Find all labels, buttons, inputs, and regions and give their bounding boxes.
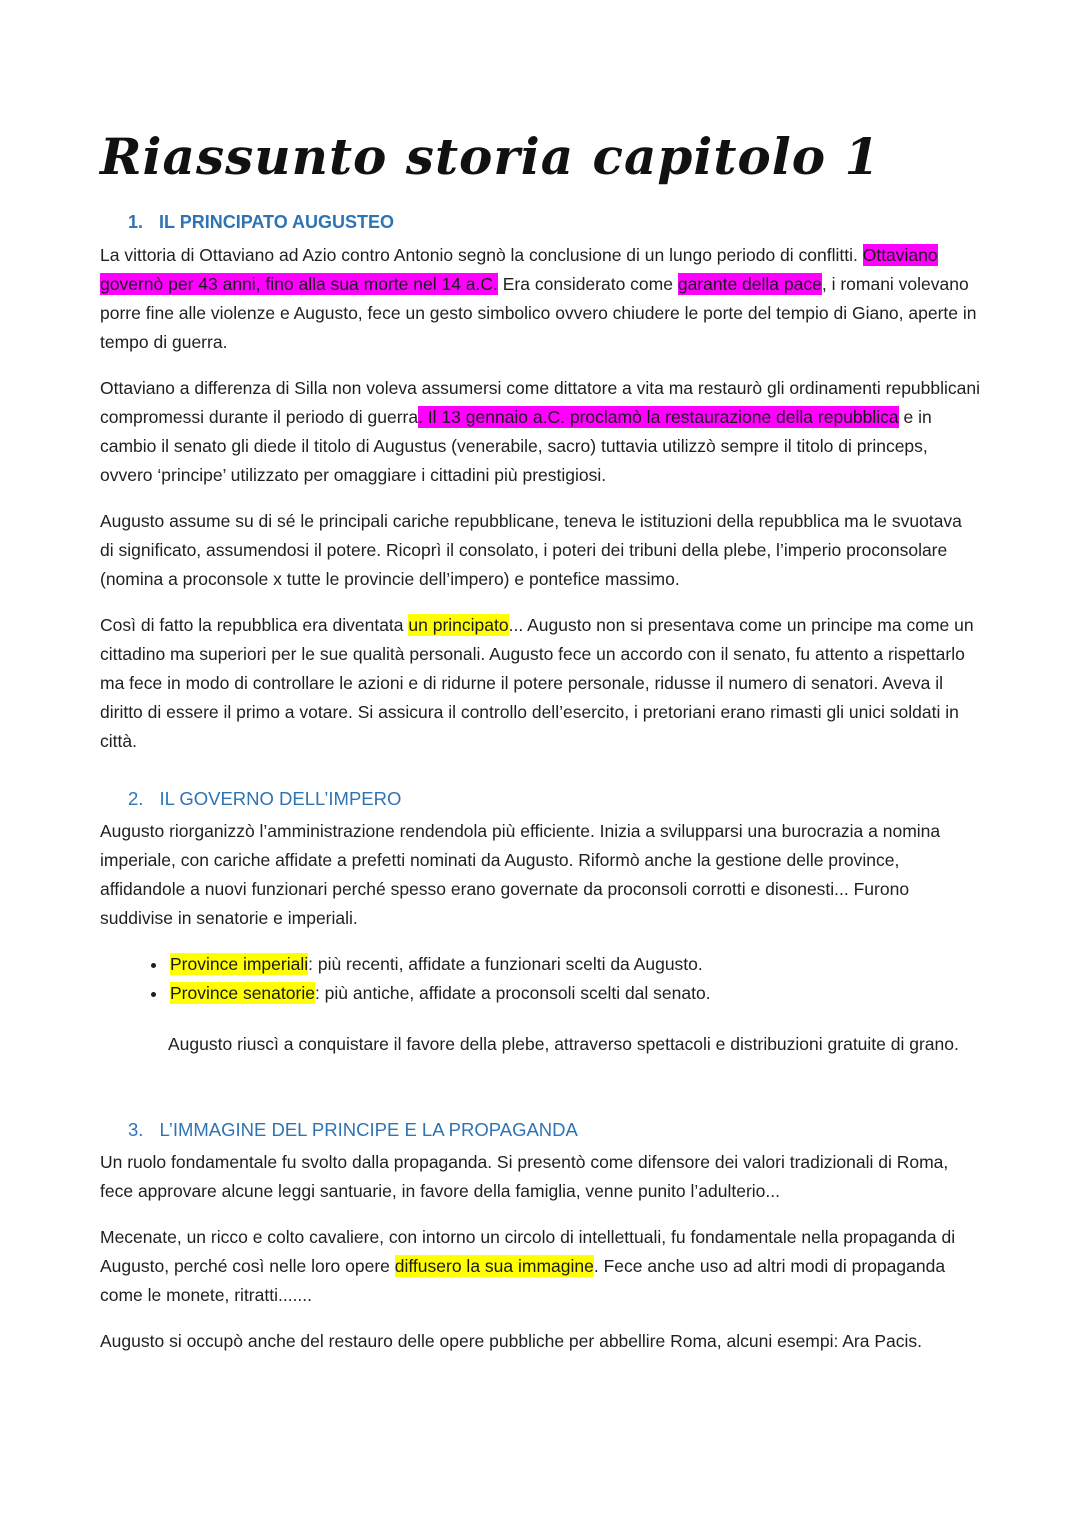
heading-number: 1.	[128, 211, 144, 232]
paragraph	[100, 1223, 980, 1310]
highlighted-text-magenta: garante della pace	[677, 273, 822, 294]
paragraph	[168, 1030, 980, 1059]
heading-text: IL PRINCIPATO AUGUSTEO	[159, 211, 395, 232]
heading-text: IL GOVERNO DELL’IMPERO	[159, 787, 402, 809]
highlighted-text-yellow: Province senatorie	[170, 982, 315, 1003]
text-segment: Augusto riuscì a conquistare il favore della plebe, attraverso spettacoli e distribuzioni gratuite di grano.	[168, 1033, 959, 1054]
text-segment: : più recenti, affidate a funzionari scelti da Augusto.	[308, 953, 703, 974]
section-2-heading	[100, 784, 980, 813]
highlighted-text-yellow: un principato	[408, 614, 509, 635]
section-1-heading	[100, 208, 980, 237]
text-segment: Augusto assume su di sé le principali cariche repubblicane, teneva le istituzioni della repubblica ma le svuotava di significato, assumendosi il potere. Ricoprì il consolato, i poteri dei tribuni della plebe, l’imperio proconsolare (nomina a proconsole x tutte le provincie dell’impero) e pontefice massimo.	[100, 510, 962, 589]
section-principato-augusteo	[100, 208, 980, 756]
section-3-heading	[100, 1115, 980, 1144]
highlighted-text-yellow: Province imperiali	[170, 953, 309, 974]
list-item	[168, 979, 980, 1008]
text-segment: e in cambio il senato gli diede il titolo di Augustus (venerabile, sacro) tuttavia utilizzò sempre il titolo di princeps, ovvero ‘principe’ utilizzato per omaggiare i cittadini più prestigiosi.	[100, 406, 932, 485]
text-segment: ... Augusto non si presentava come un principe ma come un cittadino ma superiori per le sue qualità personali. Augusto fece un accordo con il senato, fu attento a rispettarlo ma fece in modo di controllare le azioni e di ridurne il potere personale, ridusse il numero di senatori. Aveva il diritto di essere il primo a votare. Si assicura il controllo dell’esercito, i pretoriani erano rimasti gli unici soldati in città.	[100, 614, 974, 751]
paragraph	[100, 374, 980, 490]
text-segment: La vittoria di Ottaviano ad Azio contro Antonio segnò la conclusione di un lungo periodo di conflitti.	[100, 244, 863, 265]
text-segment: Mecenate, un ricco e colto cavaliere, con intorno un circolo di intellettuali, fu fondamentale nella propaganda di Augusto, perché così nelle loro opere	[100, 1226, 956, 1276]
text-segment: Ottaviano a differenza di Silla non voleva assumersi come dittatore a vita ma restaurò gli ordinamenti repubblicani compromessi durante il periodo di guerra	[100, 377, 980, 427]
text-segment: . Fece anche uso ad altri modi di propaganda come le monete, ritratti.......	[100, 1255, 946, 1305]
paragraph	[100, 241, 980, 357]
text-segment: : più antiche, affidate a proconsoli scelti dal senato.	[314, 982, 711, 1003]
text-segment: Un ruolo fondamentale fu svolto dalla propaganda. Si presentò come difensore dei valori tradizionali di Roma, fece approvare alcune leggi santuarie, in favore della famiglia, venne punito l’adulterio...	[100, 1151, 949, 1201]
section-governo-impero	[100, 784, 980, 1059]
text-segment: , i romani volevano porre fine alle violenze e Augusto, fece un gesto simbolico ovvero chiudere le porte del tempio di Giano, aperte in tempo di guerra.	[100, 273, 977, 352]
paragraph	[100, 611, 980, 756]
heading-number: 3.	[128, 1118, 144, 1140]
highlighted-text-magenta: Ottaviano governò per 43 anni, fino alla sua morte nel 14 a.C.	[100, 244, 938, 294]
heading-text: L’IMMAGINE DEL PRINCIPE E LA PROPAGANDA	[159, 1118, 578, 1140]
document-title: Riassunto storia capitolo 1	[100, 127, 881, 186]
paragraph	[100, 817, 980, 933]
highlighted-text-yellow: diffusero la sua immagine	[394, 1255, 594, 1276]
paragraph	[100, 1327, 980, 1356]
section-immagine-propaganda	[100, 1115, 980, 1356]
text-segment: Così di fatto la repubblica era diventata	[100, 614, 409, 635]
text-segment: Era considerato come	[497, 273, 678, 294]
text-segment: Augusto riorganizzò l’amministrazione rendendola più efficiente. Inizia a svilupparsi una burocrazia a nomina imperiale, con cariche affidate a prefetti nominati da Augusto. Riformò anche la gestione delle province, affidandole a nuovi funzionari perché spesso erano governate da proconsoli corrotti e disonesti... Furono suddivise in senatorie e imperiali.	[100, 820, 941, 928]
paragraph	[100, 507, 980, 594]
heading-number: 2.	[128, 787, 144, 809]
text-segment: Augusto si occupò anche del restauro delle opere pubbliche per abbellire Roma, alcuni esempi: Ara Pacis.	[100, 1330, 923, 1351]
highlighted-text-magenta: . Il 13 gennaio a.C. proclamò la restaurazione della repubblica	[418, 406, 899, 427]
list-item	[168, 950, 980, 979]
paragraph	[100, 1148, 980, 1206]
bullet-list	[100, 950, 980, 1008]
